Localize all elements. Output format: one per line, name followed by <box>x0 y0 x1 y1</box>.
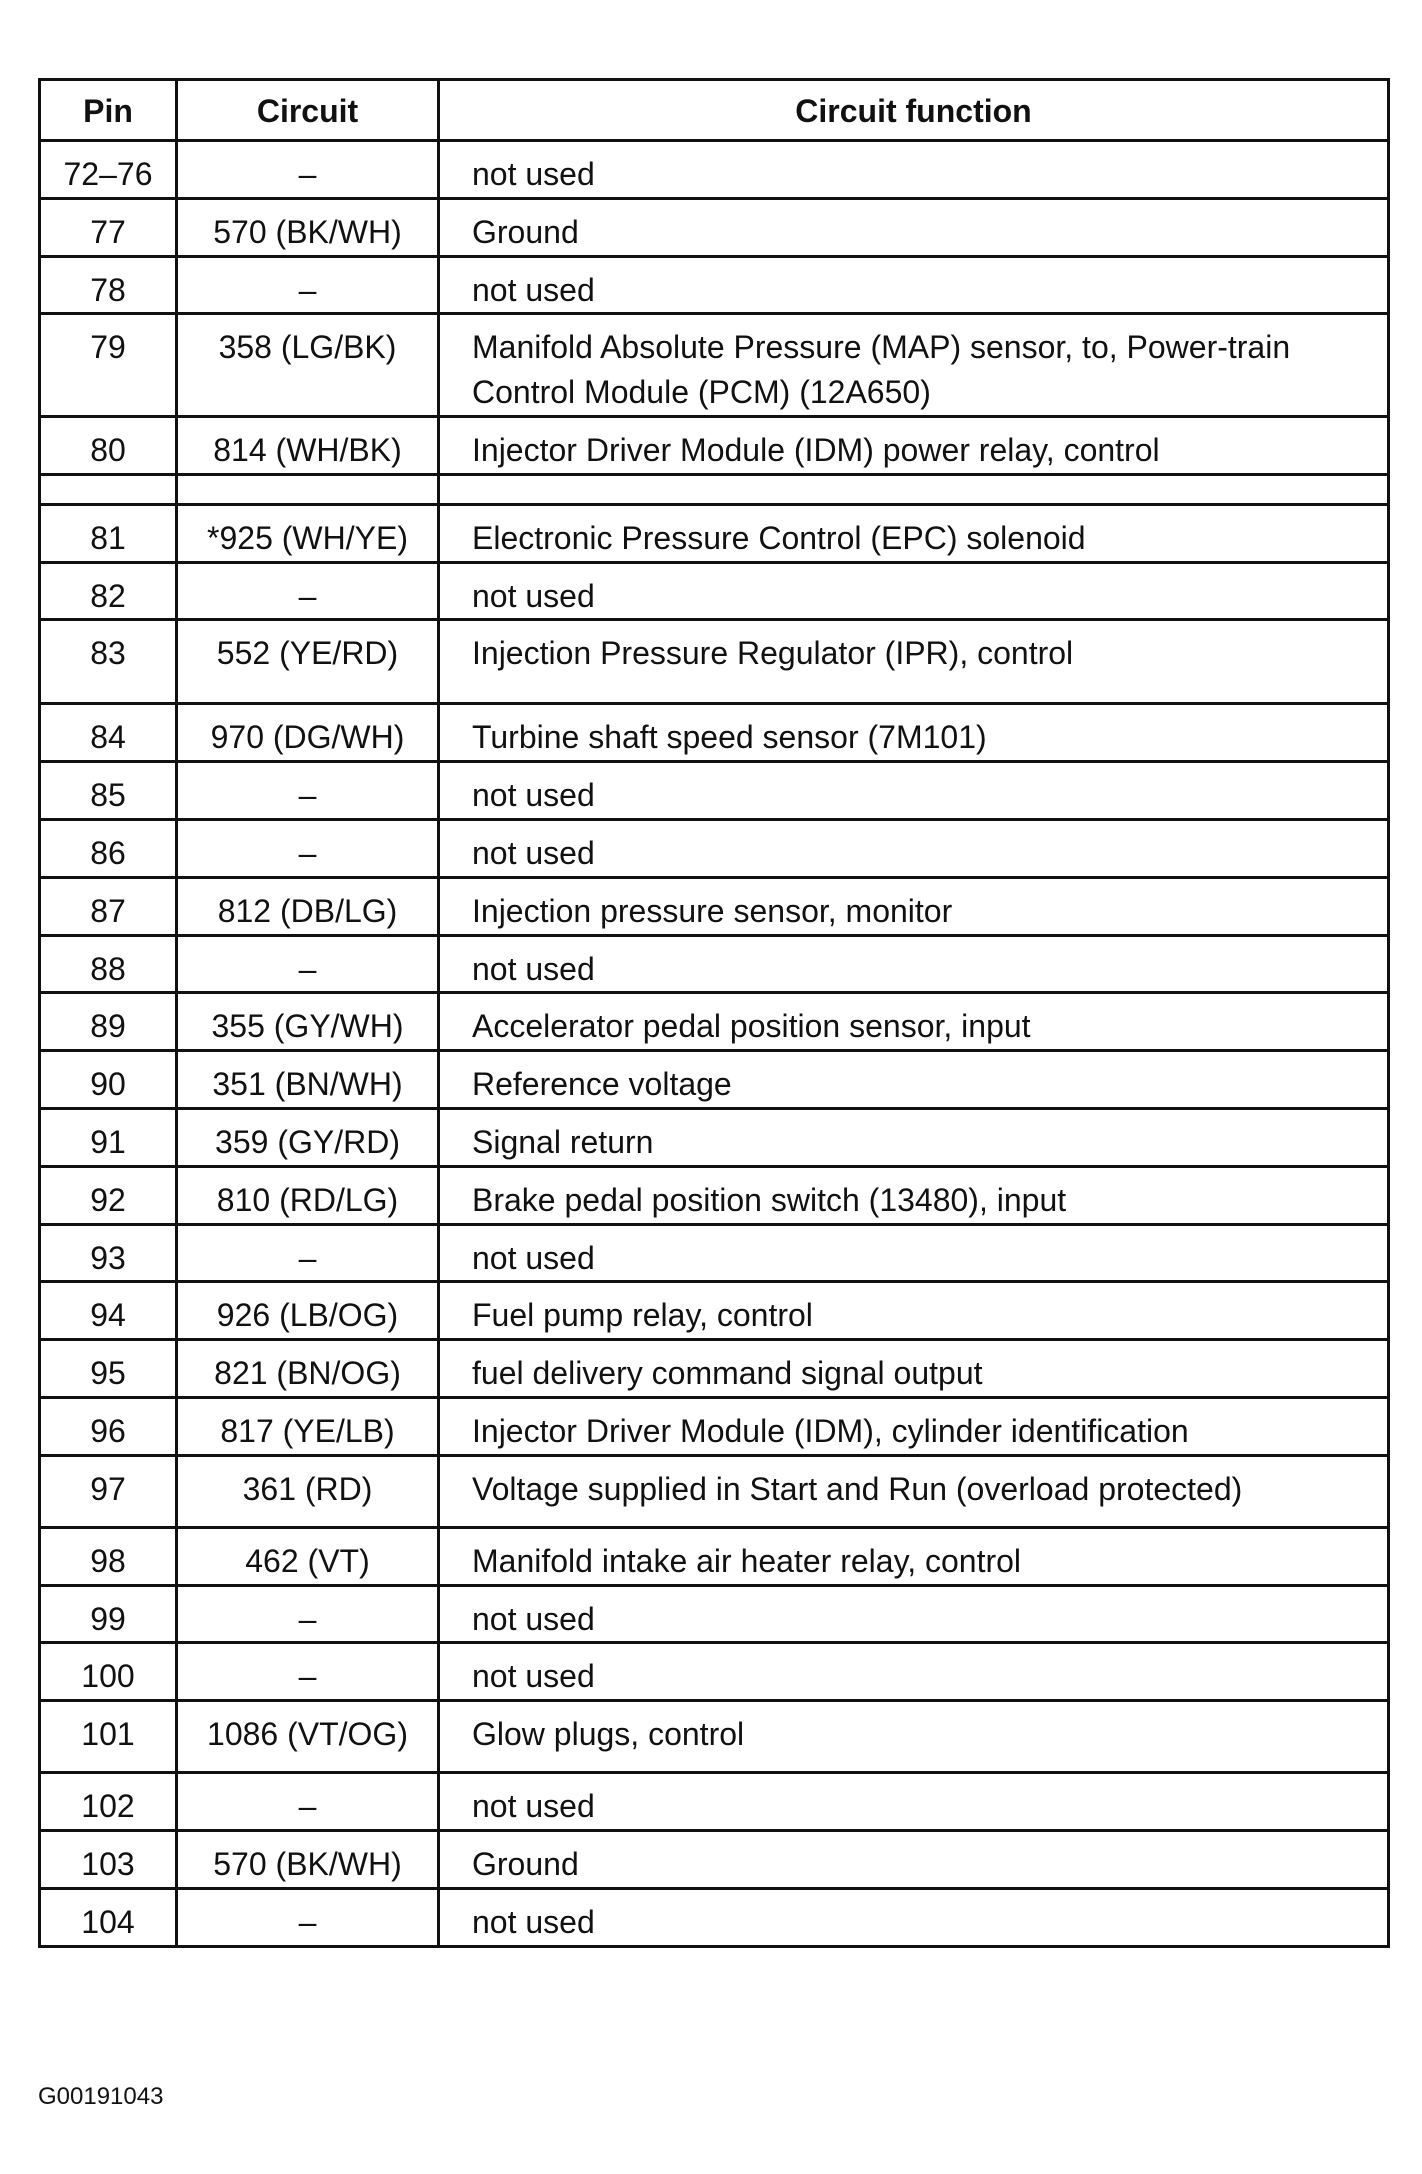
circuit-cell: – <box>177 819 439 877</box>
function-cell: not used <box>439 1585 1389 1643</box>
table-row <box>40 1455 1389 1527</box>
table-row <box>40 1051 1389 1109</box>
function-cell: Glow plugs, control <box>439 1701 1389 1773</box>
table-row <box>40 1643 1389 1701</box>
pinout-table <box>38 78 1390 1948</box>
circuit-cell: 1086 (VT/OG) <box>177 1701 439 1773</box>
function-cell: not used <box>439 935 1389 993</box>
table-row <box>40 1773 1389 1831</box>
pin-cell: 72–76 <box>40 141 177 199</box>
circuit-cell: – <box>177 1224 439 1282</box>
function-cell: Manifold intake air heater relay, control <box>439 1527 1389 1585</box>
function-cell: Electronic Pressure Control (EPC) solenoid <box>439 504 1389 562</box>
pin-cell: 80 <box>40 416 177 474</box>
circuit-cell: 359 (GY/RD) <box>177 1108 439 1166</box>
circuit-cell: – <box>177 562 439 620</box>
function-cell: Ground <box>439 198 1389 256</box>
pin-cell: 88 <box>40 935 177 993</box>
table-row <box>40 198 1389 256</box>
circuit-cell: – <box>177 1773 439 1831</box>
pin-cell: 91 <box>40 1108 177 1166</box>
pin-cell: 97 <box>40 1455 177 1527</box>
table-row <box>40 1527 1389 1585</box>
table-row <box>40 1888 1389 1946</box>
function-cell: not used <box>439 141 1389 199</box>
figure-code: G00191043 <box>38 2083 164 2110</box>
pin-cell: 77 <box>40 198 177 256</box>
pin-cell: 85 <box>40 762 177 820</box>
table-row <box>40 704 1389 762</box>
function-cell: not used <box>439 1888 1389 1946</box>
pinout-sheet <box>38 78 1387 1948</box>
function-cell: Brake pedal position switch (13480), input <box>439 1166 1389 1224</box>
function-cell: fuel delivery command signal output <box>439 1340 1389 1398</box>
pin-cell: 95 <box>40 1340 177 1398</box>
circuit-cell: 570 (BK/WH) <box>177 198 439 256</box>
header-circuit-function: Circuit function <box>439 80 1389 141</box>
circuit-cell: *925 (WH/YE) <box>177 504 439 562</box>
table-row <box>40 416 1389 474</box>
function-cell: Reference voltage <box>439 1051 1389 1109</box>
header-pin: Pin <box>40 80 177 141</box>
circuit-cell: 817 (YE/LB) <box>177 1397 439 1455</box>
table-row <box>40 314 1389 417</box>
circuit-cell: 814 (WH/BK) <box>177 416 439 474</box>
pin-cell: 81 <box>40 504 177 562</box>
function-cell: Accelerator pedal position sensor, input <box>439 993 1389 1051</box>
function-cell: Injector Driver Module (IDM), cylinder identification <box>439 1397 1389 1455</box>
function-cell: not used <box>439 1773 1389 1831</box>
pin-cell: 92 <box>40 1166 177 1224</box>
function-cell: Signal return <box>439 1108 1389 1166</box>
circuit-cell: – <box>177 935 439 993</box>
function-cell: not used <box>439 762 1389 820</box>
header-circuit: Circuit <box>177 80 439 141</box>
circuit-cell <box>177 474 439 504</box>
circuit-cell: – <box>177 1643 439 1701</box>
table-row <box>40 1340 1389 1398</box>
pin-cell: 90 <box>40 1051 177 1109</box>
pin-cell: 96 <box>40 1397 177 1455</box>
table-row <box>40 474 1389 504</box>
pin-cell: 100 <box>40 1643 177 1701</box>
pin-cell: 93 <box>40 1224 177 1282</box>
pin-cell: 78 <box>40 256 177 314</box>
table-row <box>40 1282 1389 1340</box>
table-row <box>40 993 1389 1051</box>
pin-cell: 79 <box>40 314 177 417</box>
pin-cell: 87 <box>40 877 177 935</box>
table-row <box>40 1108 1389 1166</box>
table-row <box>40 762 1389 820</box>
pin-cell: 84 <box>40 704 177 762</box>
pin-cell: 98 <box>40 1527 177 1585</box>
pin-cell: 103 <box>40 1830 177 1888</box>
pin-cell: 86 <box>40 819 177 877</box>
circuit-cell: 462 (VT) <box>177 1527 439 1585</box>
circuit-cell: 361 (RD) <box>177 1455 439 1527</box>
table-row <box>40 562 1389 620</box>
function-cell: Manifold Absolute Pressure (MAP) sensor, to, Power-train Control Module (PCM) (12A650) <box>439 314 1389 417</box>
function-cell: Injection pressure sensor, monitor <box>439 877 1389 935</box>
function-cell: Fuel pump relay, control <box>439 1282 1389 1340</box>
function-cell: Ground <box>439 1830 1389 1888</box>
table-row <box>40 1224 1389 1282</box>
table-row <box>40 1166 1389 1224</box>
pin-cell <box>40 474 177 504</box>
function-cell: not used <box>439 256 1389 314</box>
function-cell: not used <box>439 819 1389 877</box>
circuit-cell: 351 (BN/WH) <box>177 1051 439 1109</box>
table-row <box>40 1701 1389 1773</box>
table-row <box>40 256 1389 314</box>
table-row <box>40 504 1389 562</box>
function-cell: not used <box>439 562 1389 620</box>
header-row <box>40 80 1389 141</box>
circuit-cell: 812 (DB/LG) <box>177 877 439 935</box>
table-row <box>40 935 1389 993</box>
circuit-cell: – <box>177 141 439 199</box>
function-cell: Injection Pressure Regulator (IPR), control <box>439 620 1389 704</box>
pin-cell: 101 <box>40 1701 177 1773</box>
function-cell: not used <box>439 1224 1389 1282</box>
function-cell: not used <box>439 1643 1389 1701</box>
circuit-cell: 552 (YE/RD) <box>177 620 439 704</box>
pin-cell: 102 <box>40 1773 177 1831</box>
function-cell <box>439 474 1389 504</box>
table-row <box>40 141 1389 199</box>
function-cell: Injector Driver Module (IDM) power relay, control <box>439 416 1389 474</box>
circuit-cell: – <box>177 762 439 820</box>
circuit-cell: – <box>177 256 439 314</box>
circuit-cell: 970 (DG/WH) <box>177 704 439 762</box>
circuit-cell: – <box>177 1585 439 1643</box>
circuit-cell: 810 (RD/LG) <box>177 1166 439 1224</box>
circuit-cell: – <box>177 1888 439 1946</box>
circuit-cell: 358 (LG/BK) <box>177 314 439 417</box>
function-cell: Voltage supplied in Start and Run (overload protected) <box>439 1455 1389 1527</box>
circuit-cell: 821 (BN/OG) <box>177 1340 439 1398</box>
table-row <box>40 819 1389 877</box>
table-row <box>40 1585 1389 1643</box>
circuit-cell: 570 (BK/WH) <box>177 1830 439 1888</box>
pin-cell: 89 <box>40 993 177 1051</box>
pin-cell: 83 <box>40 620 177 704</box>
circuit-cell: 926 (LB/OG) <box>177 1282 439 1340</box>
circuit-cell: 355 (GY/WH) <box>177 993 439 1051</box>
pin-cell: 99 <box>40 1585 177 1643</box>
table-row <box>40 620 1389 704</box>
pin-cell: 82 <box>40 562 177 620</box>
table-row <box>40 877 1389 935</box>
table-row <box>40 1830 1389 1888</box>
table-row <box>40 1397 1389 1455</box>
pin-cell: 104 <box>40 1888 177 1946</box>
function-cell: Turbine shaft speed sensor (7M101) <box>439 704 1389 762</box>
pin-cell: 94 <box>40 1282 177 1340</box>
